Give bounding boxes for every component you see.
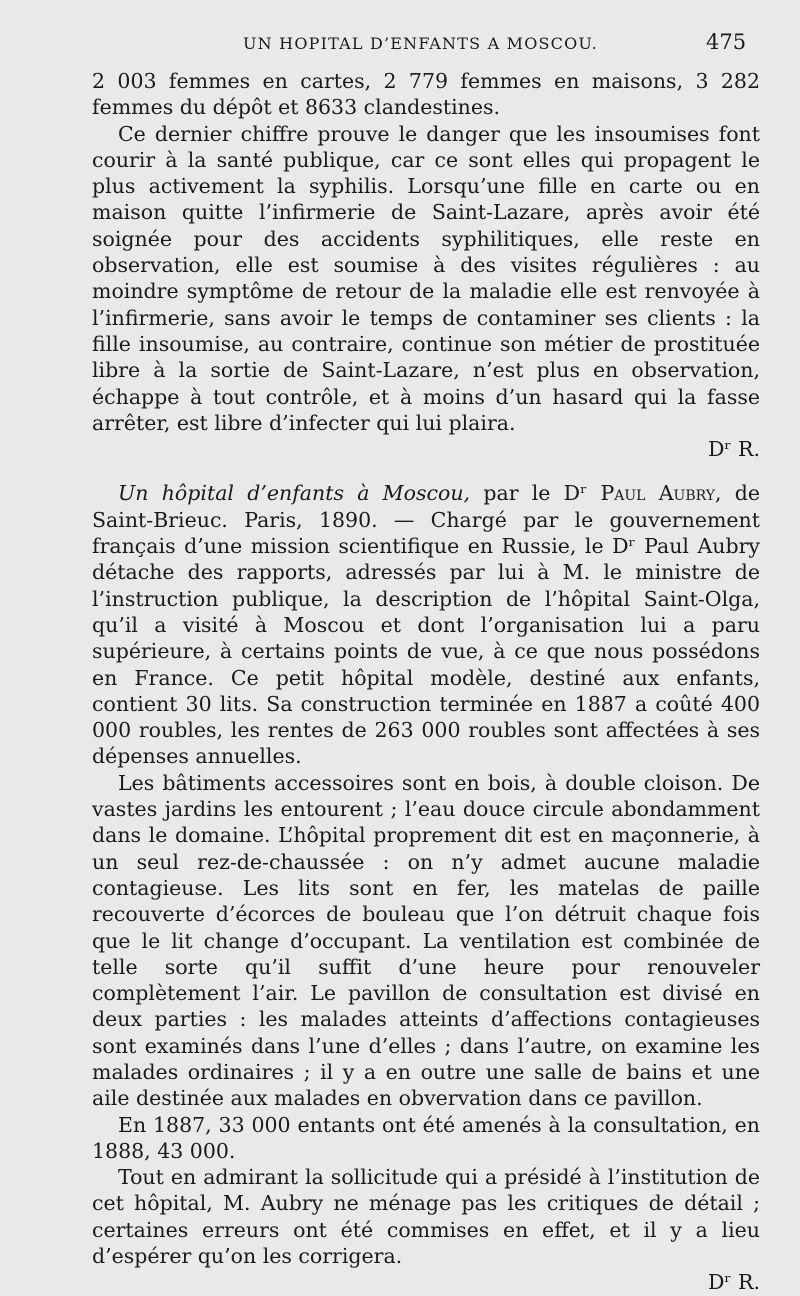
signature-1: Dʳ R.	[707, 437, 760, 462]
running-title: UN HOPITAL D’ENFANTS A MOSCOU.	[243, 34, 598, 53]
review-text: , de Saint-Brieuc. Paris, 1890. — Chargé par le gouvernement français d’une mission scientifique en Russie, le Dʳ Paul Aubry détache des rapports, adressés par lui à M. le ministre de l’instruction publique, la description de l’hôpital Saint-Olga, qu’il a visité à Moscou et dont l’organisation lui a paru supérieure, à certains points de vue, à ce que nous possédons en France. Ce petit hôpital modèle, destiné aux enfants, contient 30 lits. Sa construction terminée en 1887 a coûté 400 000 roubles, les rentes de 263 000 roubles sont affectées à ses dépenses annuelles.	[92, 481, 761, 769]
page-number: 475	[706, 30, 747, 54]
body-text	[92, 68, 760, 1296]
paragraph-buildings: Les bâtiments accessoires sont en bois, à double cloison. De vastes jardins les entourent ; l’eau douce circule abondamment dans le domaine. L’hôpital proprement dit est en maçonnerie, à un seul rez-de-chaussée : on n’y admet aucune maladie contagieuse. Les lits sont en fer, les matelas de paille recouverte d’écorces de bouleau que l’on détruit chaque fois que le lit change d’occupant. La ventilation est combinée de telle sorte qu’il suffit d’une heure pour renouveler complètement l’air. Le pavillon de consultation est divisé en deux parties : les malades atteints d’affections contagieuses sont examinés dans l’une d’elles ; dans l’autre, on examine les malades ordinaires ; il y a en outre une salle de bains et une aile destinée aux malades en obvervation dans ce pavillon.	[92, 770, 760, 1111]
paragraph-conclusion-text: Tout en admirant la sollicitude qui a présidé à l’institution de cet hôpital, M. Aubry ne ménage pas les critiques de détail ; certaines erreurs ont été commises en effet, et il y a lieu d’espérer qu’on les corrigera.	[92, 1165, 760, 1269]
page-header	[0, 30, 800, 60]
section-gap	[92, 462, 760, 480]
paragraph-conclusion	[92, 1164, 760, 1295]
review-author: Paul Aubry	[600, 481, 715, 506]
paragraph-statistics: 2 003 femmes en cartes, 2 779 femmes en maisons, 3 282 femmes du dépôt et 8633 clandestines.	[92, 69, 760, 120]
signature-2: Dʳ R.	[707, 1270, 760, 1295]
paragraph-consultations: En 1887, 33 000 entants ont été amenés à la consultation, en 1888, 43 000.	[92, 1112, 760, 1163]
review-title: Un hôpital d’enfants à Moscou,	[118, 481, 471, 506]
paragraph-insoumises-text: Ce dernier chiffre prouve le danger que les insoumises font courir à la santé publique, car ce sont elles qui propagent le plus activement la syphilis. Lorsqu’une fille en carte ou en maison quitte l’infirmerie de Saint-Lazare, après avoir été soignée pour des accidents syphilitiques, elle reste en observation, elle est soumise à des visites régulières : au moindre symptôme de retour de la maladie elle est renvoyée à l’infirmerie, sans avoir le temps de contaminer ses clients : la fille insoumise, au contraire, continue son métier de prostituée libre à la sortie de Saint-Lazare, n’est plus en observation, échappe à tout contrôle, et à moins d’un hasard qui la fasse arrêter, est libre d’infecter qui lui plaira.	[92, 121, 760, 435]
paragraph-insoumises	[92, 121, 760, 463]
paragraph-review-intro	[92, 480, 760, 769]
review-by: par le Dʳ	[470, 481, 601, 506]
